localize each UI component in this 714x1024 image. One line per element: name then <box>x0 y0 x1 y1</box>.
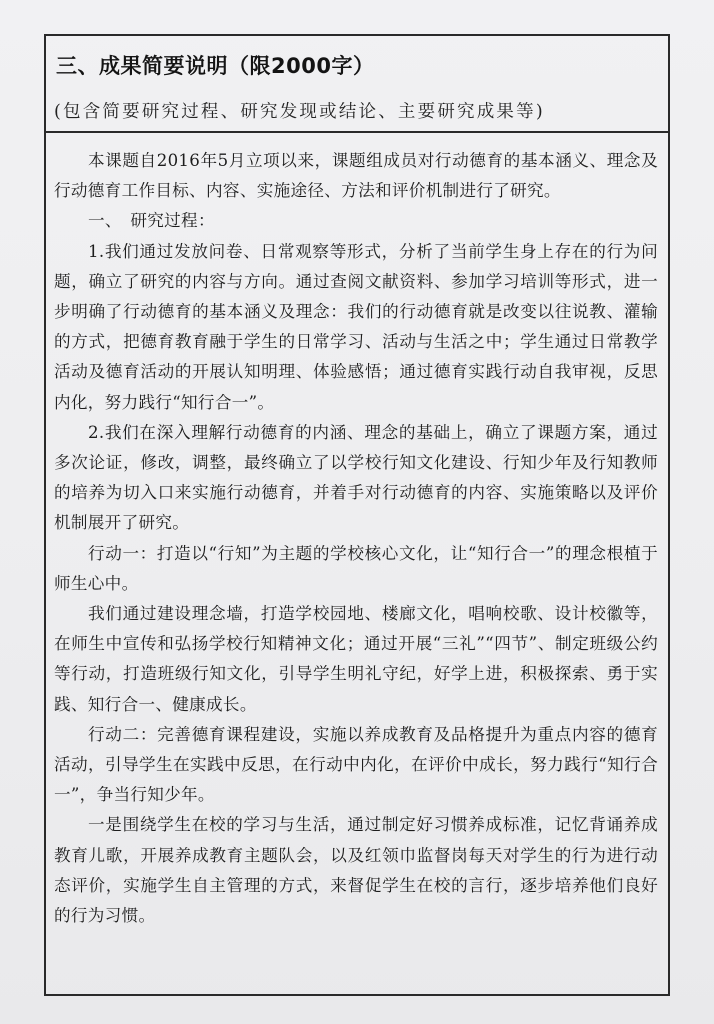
paragraph-intro: 本课题自2016年5月立项以来，课题组成员对行动德育的基本涵义、理念及行动德育工作目标、内容、实施途径、方法和评价机制进行了研究。 <box>54 151 658 201</box>
section-title: 三、成果简要说明（限2000字） <box>56 54 375 78</box>
form-table <box>44 34 670 996</box>
paragraph-action-2-detail: 一是围绕学生在校的学习与生活，通过制定好习惯养成标准，记忆背诵养成教育儿歌，开展养成教育主题队会，以及红领巾监督岗每天对学生的行为进行动态评价，实施学生自主管理的方式，来督促学生在校的言行，逐步培养他们良好的行为习惯。 <box>54 815 658 926</box>
paragraph-action-1-detail: 我们通过建设理念墙，打造学校园地、楼廊文化，唱响校歌、设计校徽等，在师生中宣传和弘扬学校行知精神文化；通过开展“三礼”“四节”、制定班级公约等行动，打造班级行知文化，引导学生明礼守纪，好学上进，积极探索、勇于实践、知行合一、健康成长。 <box>54 604 658 714</box>
paragraph-action-2: 行动二：完善德育课程建设，实施以养成教育及品格提升为重点内容的德育活动，引导学生在实践中反思，在行动中内化，在评价中成长，努力践行“知行合一”，争当行知少年。 <box>54 724 658 805</box>
section-subtitle: (包含简要研究过程、研究发现或结论、主要研究成果等) <box>54 102 545 122</box>
summary-body <box>54 146 658 931</box>
paragraph-step-2: 2.我们在深入理解行动德育的内涵、理念的基础上，确立了课题方案，通过多次论证，修改，调整，最终确立了以学校行知文化建设、行知少年及行知教师的培养为切入口来实施行动德育，并着手对行动德育的内容、实施策略以及评价机制展开了研究。 <box>54 422 658 533</box>
paragraph-action-1: 行动一：打造以“行知”为主题的学校核心文化，让“知行合一”的理念根植于师生心中。 <box>54 543 658 593</box>
section-header <box>46 36 668 133</box>
paragraph-heading-process: 一、 研究过程： <box>88 211 215 231</box>
paragraph-step-1: 1.我们通过发放问卷、日常观察等形式，分析了当前学生身上存在的行为问题，确立了研究的内容与方向。通过查阅文献资料、参加学习培训等形式，进一步明确了行动德育的基本涵义及理念：我们的行动德育就是改变以往说教、灌输的方式，把德育教育融于学生的日常学习、活动与生活之中；学生通过日常教学活动及德育活动的开展认知明理、体验感悟；通过德育实践行动自我审视，反思内化，努力践行“知行合一”。 <box>54 241 658 412</box>
